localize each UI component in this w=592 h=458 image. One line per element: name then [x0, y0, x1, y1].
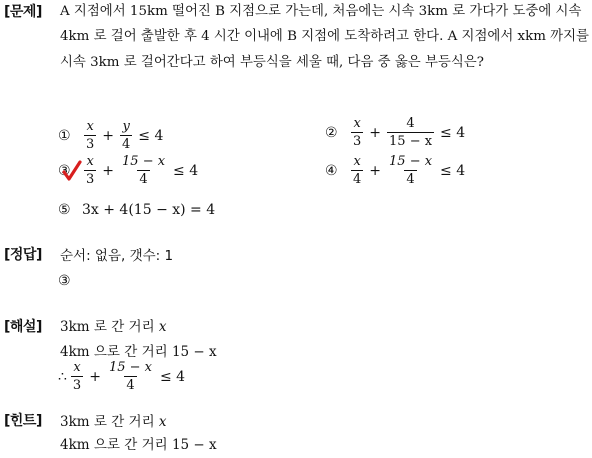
hint-label: [힌트]: [4, 413, 42, 429]
explanation-label: [해설]: [4, 319, 42, 335]
fraction: $\frac{x}{3}$: [72, 360, 82, 393]
option-3[interactable]: ③ $\frac{x}{3}$ + $\frac{15 - x}{4}$ ≤ 4: [58, 154, 199, 187]
hint-line-1: 3km 로 간 거리 x: [60, 414, 167, 430]
fraction: $\frac{15 - x}{4}$: [389, 154, 433, 187]
fraction: $\frac{x}{3}$: [86, 119, 95, 152]
option-number: ①: [58, 127, 71, 144]
fraction: $\frac{x}{4}$: [353, 154, 362, 187]
answer-value: ③: [58, 273, 71, 289]
option-number: ②: [325, 124, 338, 141]
relation: ≤ 4: [440, 162, 466, 179]
option-expression: 3x + 4(15 − x) = 4: [82, 202, 216, 218]
answer-meta: 순서: 없음, 갯수: 1: [60, 248, 174, 264]
option-4[interactable]: ④ $\frac{x}{4}$ + $\frac{15 - x}{4}$ ≤ 4: [325, 154, 466, 187]
fraction: $\frac{x}{3}$: [353, 116, 362, 149]
fraction: $\frac{4}{15 - x}$: [389, 116, 433, 149]
fraction: $\frac{x}{3}$: [86, 154, 95, 187]
answer-label: [정답]: [4, 247, 42, 263]
explanation-line-2: 4km 으로 간 거리 15 − x: [60, 344, 217, 360]
checkmark-icon: [62, 160, 82, 182]
option-number: ③: [58, 162, 71, 179]
option-number: ⑤: [58, 202, 71, 218]
fraction: $\frac{15 - x}{4}$: [122, 154, 166, 187]
option-2[interactable]: ② $\frac{x}{3}$ + $\frac{4}{15 - x}$ ≤ 4: [325, 116, 466, 149]
relation: ≤ 4: [440, 124, 466, 141]
option-number: ④: [325, 162, 338, 179]
explanation-inequality: ∴ $\frac{x}{3}$ + $\frac{15 - x}{4}$ ≤ 4: [58, 360, 186, 393]
option-1[interactable]: ① $\frac{x}{3}$ + $\frac{y}{4}$ ≤ 4: [58, 119, 164, 152]
question-label: [문제]: [4, 4, 42, 20]
fraction: $\frac{y}{4}$: [122, 119, 131, 152]
option-5[interactable]: [58, 202, 215, 218]
fraction: $\frac{15 - x}{4}$: [108, 360, 152, 393]
question-text: A 지점에서 15km 떨어진 B 지점으로 가는데, 처음에는 시속 3km 로 가다가 도중에 시속 4km 로 걸어 출발한 후 4 시간 이내에 B 지점에 도착하려고 한다. A 지점에서 xkm 까지를 시속 3km 로 걸어간다고 하여 부등식을 세울 때, 다음 중 옳은 부등식은?: [60, 4, 589, 70]
relation: ≤ 4: [173, 162, 199, 179]
hint-line-2: 4km 으로 간 거리 15 − x: [60, 437, 217, 453]
relation: ≤ 4: [138, 127, 164, 144]
explanation-line-1: 3km 로 간 거리 x: [60, 319, 167, 335]
